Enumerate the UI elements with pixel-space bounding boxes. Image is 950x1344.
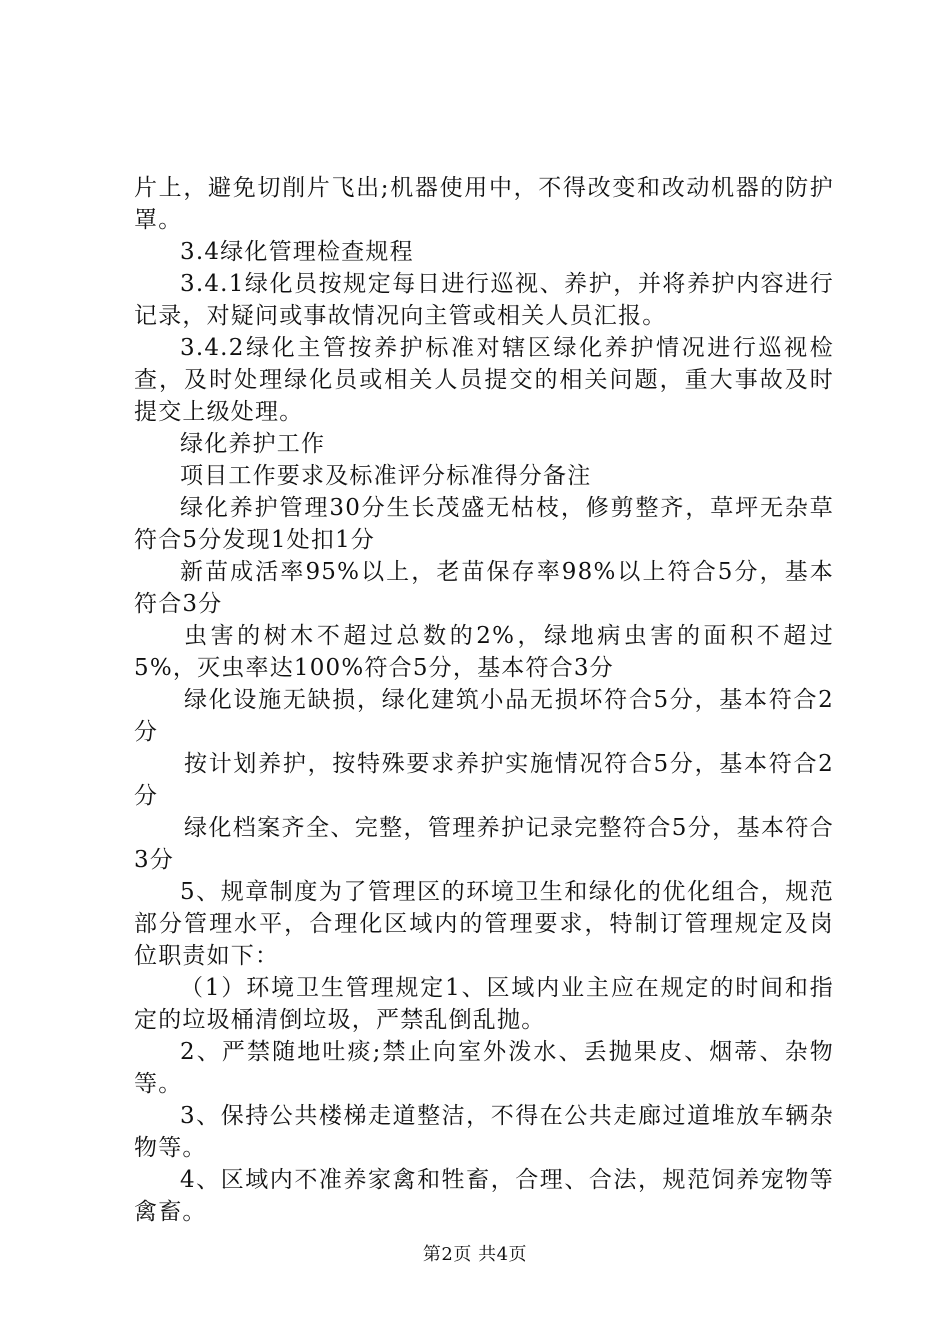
paragraph-greening-management: 绿化养护管理30分生长茂盛无枯枝，修剪整齐，草坪无杂草符合5分发现1处扣1分 xyxy=(134,495,834,553)
paragraph-sanitation-3: 3、保持公共楼梯走道整洁，不得在公共走廊过道堆放车辆杂物等。 xyxy=(134,1103,834,1161)
paragraph-continuation: 片上，避免切削片飞出;机器使用中，不得改变和改动机器的防护罩。 xyxy=(134,175,834,233)
paragraph-table-header: 项目工作要求及标准评分标准得分备注 xyxy=(180,463,592,489)
paragraph-archives: 绿化档案齐全、完整，管理养护记录完整符合5分，基本符合3分 xyxy=(134,815,834,873)
paragraph-facilities: 绿化设施无缺损，绿化建筑小品无损坏符合5分，基本符合2分 xyxy=(134,687,834,745)
paragraph-sanitation-1: （1）环境卫生管理规定1、区域内业主应在规定的时间和指定的垃圾桶清倒垃圾，严禁乱倒乱抛。 xyxy=(134,975,834,1033)
paragraph-seedling-survival: 新苗成活率95%以上，老苗保存率98%以上符合5分，基本符合3分 xyxy=(134,559,834,617)
paragraph-planned-maintenance: 按计划养护，按特殊要求养护实施情况符合5分，基本符合2分 xyxy=(134,751,834,809)
paragraph-3-4-1: 3.4.1绿化员按规定每日进行巡视、养护，并将养护内容进行记录，对疑问或事故情况向主管或相关人员汇报。 xyxy=(134,271,834,329)
section-heading-3-4: 3.4绿化管理检查规程 xyxy=(180,239,414,265)
paragraph-sanitation-2: 2、严禁随地吐痰;禁止向室外泼水、丢抛果皮、烟蒂、杂物等。 xyxy=(134,1039,834,1097)
paragraph-rules: 5、规章制度为了管理区的环境卫生和绿化的优化组合，规范部分管理水平，合理化区域内的管理要求，特制订管理规定及岗位职责如下： xyxy=(134,879,834,969)
page-number: 第2页 共4页 xyxy=(422,1244,528,1265)
paragraph-sanitation-4: 4、区域内不准养家禽和牲畜，合理、合法，规范饲养宠物等禽畜。 xyxy=(134,1167,834,1225)
paragraph-pest-control: 虫害的树木不超过总数的2%，绿地病虫害的面积不超过5%，灭虫率达100%符合5分，基本符合3分 xyxy=(134,623,834,681)
document-body xyxy=(134,172,834,1228)
paragraph-3-4-2: 3.4.2绿化主管按养护标准对辖区绿化养护情况进行巡视检查，及时处理绿化员或相关人员提交的相关问题，重大事故及时提交上级处理。 xyxy=(134,335,834,425)
paragraph-greening-work: 绿化养护工作 xyxy=(180,431,326,457)
